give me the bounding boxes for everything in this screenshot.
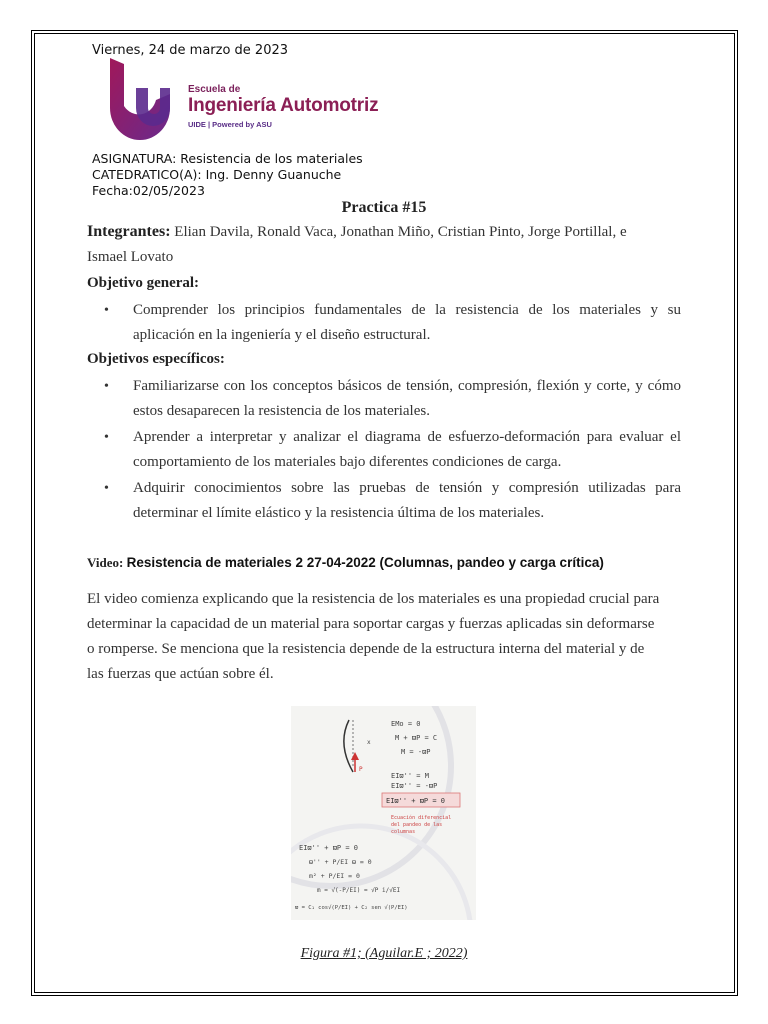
body-paragraph: El video comienza explicando que la resistencia de los materiales es una propiedad crucial para determinar la capacidad de un material para soportar cargas y fuerzas aplicadas sin deformarse o romperse. Se menciona que la resistencia depende de la estructura interna del material y de las fuerzas que actúan sobre él. <box>87 591 660 682</box>
members-line-2: Ismael Lovato <box>87 249 174 265</box>
figure-label-x: x <box>367 739 371 746</box>
svg-text:columnas: columnas <box>391 829 416 835</box>
svg-text:M + ϖP = C: M + ϖP = C <box>395 734 438 742</box>
bullet-icon: • <box>104 481 109 496</box>
svg-text:ϖ'' + P/EI ϖ = 0: ϖ'' + P/EI ϖ = 0 <box>309 858 372 866</box>
svg-text:ϖ = C₁ cos√(P/EI) + C₂ sen √(P: ϖ = C₁ cos√(P/EI) + C₂ sen √(P/EI) <box>295 905 408 911</box>
bullet-icon: • <box>104 379 109 394</box>
logo-line-1: Escuela de <box>188 84 241 95</box>
video-title: Resistencia de materiales 2 27-04-2022 (Columnas, pandeo y carga crítica) <box>126 555 604 570</box>
members-line-1: Elian Davila, Ronald Vaca, Jonathan Miño, Cristian Pinto, Jorge Portillal, e <box>170 224 627 240</box>
logo-line-2: Ingeniería Automotriz <box>188 95 379 116</box>
specific-objectives-list <box>104 374 681 527</box>
video-reference <box>87 555 604 571</box>
specific-objectives-heading: Objetivos específicos: <box>87 351 225 367</box>
members-label: Integrantes: <box>87 223 171 240</box>
svg-text:EIϖ'' = M: EIϖ'' = M <box>391 772 429 780</box>
header-date: Viernes, 24 de marzo de 2023 <box>92 43 289 58</box>
whiteboard-figure <box>291 706 476 920</box>
general-objective-heading: Objetivo general: <box>87 275 200 291</box>
date-field: Fecha:02/05/2023 <box>92 183 205 198</box>
video-label: Video: <box>87 555 127 570</box>
list-item: • Familiarizarse con los conceptos básicos de tensión, compresión, flexión y corte, y cómo estos desaparecen la resistencia de los materiales. <box>104 374 681 424</box>
svg-text:Ecuación diferencial: Ecuación diferencial <box>391 815 452 821</box>
bullet-icon: • <box>104 430 109 445</box>
svg-text:EIϖ'' + ϖP = 0: EIϖ'' + ϖP = 0 <box>386 797 446 805</box>
list-item: • Comprender los principios fundamentales de la resistencia de los materiales y su aplicación en la ingeniería y el diseño estructural. <box>104 298 681 348</box>
svg-text:M = -ϖP: M = -ϖP <box>401 748 431 756</box>
svg-text:del pandeo de las: del pandeo de las <box>391 822 443 828</box>
svg-text:m = √(-P/EI) = √P i/√EI: m = √(-P/EI) = √P i/√EI <box>317 887 401 894</box>
course-info <box>92 151 363 199</box>
general-objective-list <box>104 298 681 349</box>
school-name <box>188 84 378 129</box>
subject: ASIGNATURA: Resistencia de los materiales <box>92 151 363 166</box>
uide-logo-icon <box>108 58 172 142</box>
list-item: • Adquirir conocimientos sobre las pruebas de tensión y compresión utilizadas para determinar el límite elástico y la resistencia última de los materiales. <box>104 476 681 526</box>
list-item: • Aprender a interpretar y analizar el diagrama de esfuerzo-deformación para evaluar el comportamiento de los materiales bajo diferentes condiciones de carga. <box>104 425 681 475</box>
figure-label-p: P <box>359 766 363 773</box>
svg-text:EIϖ'' = -ϖP: EIϖ'' = -ϖP <box>391 782 438 790</box>
bullet-icon: • <box>104 303 109 318</box>
professor: CATEDRATICO(A): Ing. Denny Guanuche <box>92 167 342 182</box>
svg-text:EMo = 0: EMo = 0 <box>391 720 421 728</box>
page-title: Practica #15 <box>341 199 427 216</box>
svg-text:EIϖ'' + ϖP = 0: EIϖ'' + ϖP = 0 <box>299 844 359 852</box>
logo-line-3: UIDE | Powered by ASU <box>188 120 272 129</box>
svg-text:m² + P/EI = 0: m² + P/EI = 0 <box>309 872 360 880</box>
members <box>87 219 687 270</box>
figure-caption: Figura #1; (Aguilar.E ; 2022) <box>300 946 468 961</box>
